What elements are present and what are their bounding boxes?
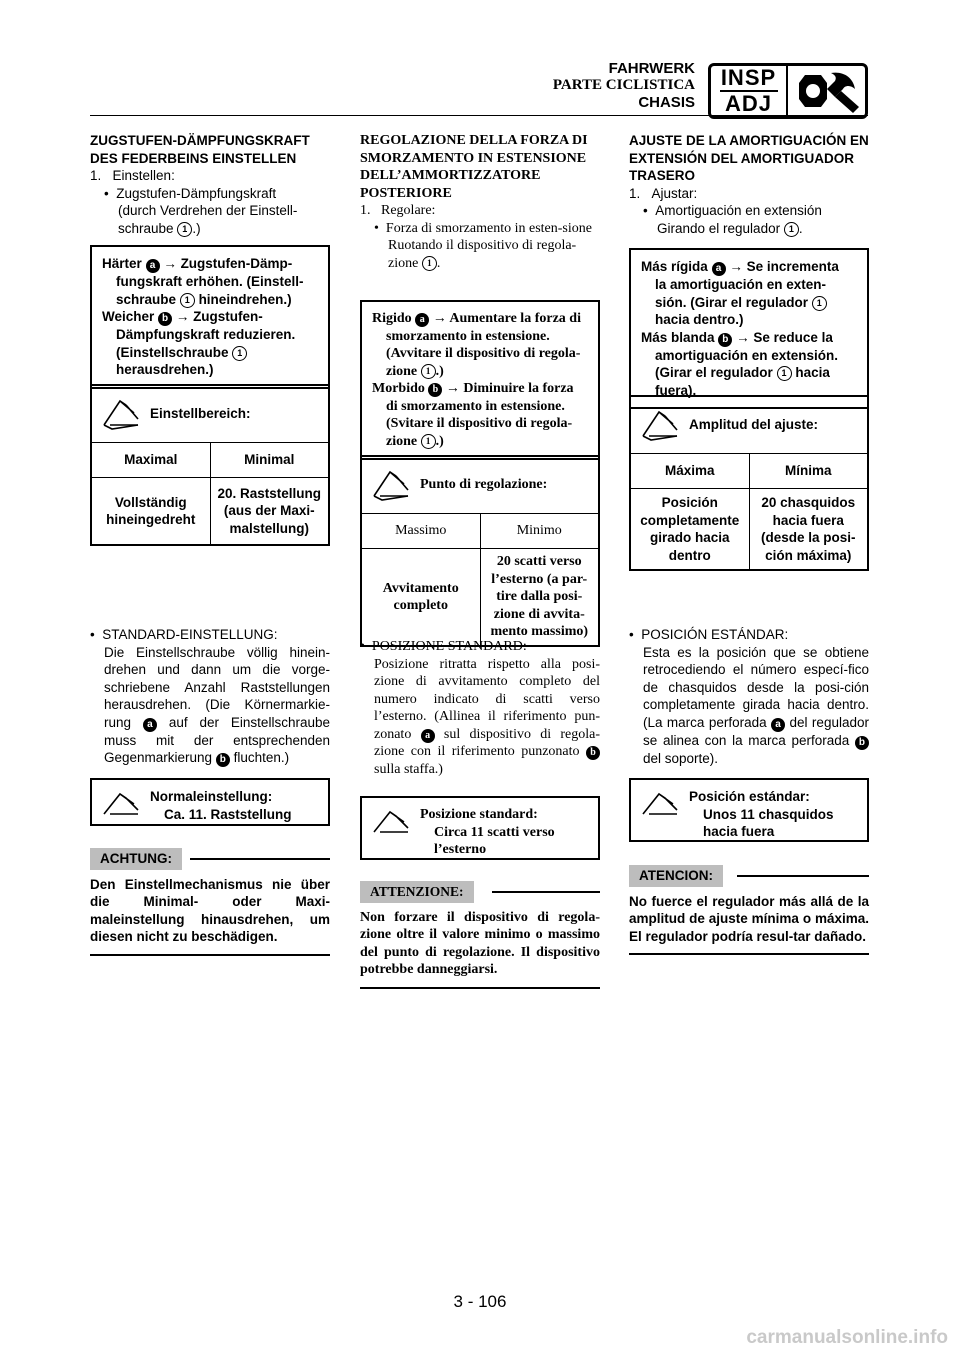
adjustment-range-table	[90, 384, 330, 546]
column-italian: REGOLAZIONE DELLA FORZA DI SMORZAMENTO IN ESTENSIONE DELL’AMMORTIZZATORE POSTERIORE 1. Regolare: • Forza di smorzamento in esten-sione Ruotando il dispositivo di regola-zione 1 . Rigido a → Aumentare la forza di smorzamento in estensione. (Avvitare il dispositivo di regola- zione 1 .) Morbido b → Diminuire la forza di smorzamento in estensione. (Svitare il dispositivo di regola- zione 1 .) Punto di regolazione: Massimo Minimo Avvitamento completo 20 scatti verso l’esterno (a par-tire dalla posi-zione di avvita-mento massimo) • POSIZIONE STANDARD: Posizione ritratta rispetto alla posi-zione di avvitamento completo del numero indicato di scatti verso l’esterno. (Allinea il riferimento pun-zonato a sul dispositivo di regola-zione con il riferimento punzonato b sulla staffa.) Posizione standard: Circa 11 scatti verso l’esterno ATTENZIONE: Non forzare il dispositivo di regola-zione oltre il valore minimo o massimo del punto di regolazione. Il dispositivo potrebbe danneggiarsi.	[360, 132, 600, 272]
caliper-icon	[362, 466, 420, 504]
marker-a-icon: a	[146, 259, 160, 273]
step-label: Ajustar:	[651, 185, 698, 201]
marker-a-icon: a	[421, 729, 435, 743]
table-title: Einstellbereich:	[150, 406, 251, 422]
caution-label: ACHTUNG:	[90, 848, 182, 870]
value-min: 20. Raststellung (aus der Maxi-malstellung)	[210, 478, 329, 544]
caution-block	[360, 881, 600, 989]
section-title-es: CHASIS	[638, 94, 695, 111]
damping-direction-box: Más rígida a → Se incrementa la amortiguación en exten- sión. (Girar el regulador 1 hacia dentro.) Más blanda b → Se reduce la amortiguación en extensión. (Girar el regulador 1 hacia fuera).	[629, 248, 869, 409]
adjustment-range-table	[360, 455, 600, 647]
value-max: Posición completamente girado hacia dentro	[640, 495, 740, 563]
badge-adj-label: ADJ	[724, 91, 772, 116]
marker-a-icon: a	[415, 313, 429, 327]
column-header-min: Minimal	[210, 443, 329, 477]
marker-1-icon: 1	[784, 222, 799, 237]
insp-adj-badge	[708, 63, 868, 119]
caution-label: ATENCION:	[629, 865, 723, 887]
wrench-icon	[788, 66, 865, 116]
column-spanish: AJUSTE DE LA AMORTIGUACIÓN EN EXTENSIÓN DEL AMORTIGUADOR TRASERO 1. Ajustar: • Amortiguación en extensión Girando el regulador 1 . Más rígida a → Se incrementa la amortiguación en exten- sión. (Girar el regulador 1 hacia dentro.) Más blanda b → Se reduce la amortiguación en extensión. (Girar el regulador 1 hacia fuera). Amplitud del ajuste: Máxima Mínima Posición completamente girado hacia dentro 20 chasquidos hacia fuera (desde la posi-ción máxima) • POSICIÓN ESTÁNDAR: Esta es la posición que se obtiene retrocediendo el número especí-fico de chasquidos desde la posi-ción completamente girada hacia dentro. (La marca perforada a del regulador se alinea con la marca perforada b del soporte). Posición estándar: Unos 11 chasquidos hacia fuera ATENCION: No fuerce el regulador más allá de la amplitud de ajuste mínima o máxima. El regulador podría resul-tar dañado.	[629, 132, 869, 237]
caliper-icon	[92, 780, 150, 824]
standard-setting-box: Posición estándar: Unos 11 chasquidos hacia fuera	[629, 778, 869, 842]
section-title-de: FAHRWERK	[608, 60, 695, 77]
marker-b-icon: b	[586, 746, 600, 760]
standard-setting-box: Normaleinstellung: Ca. 11. Raststellung	[90, 778, 330, 826]
section-title-it: PARTE CICLISTICA	[552, 77, 695, 93]
standard-setting: • POSIZIONE STANDARD: Posizione ritratta rispetto alla posi-zione di avvitamento completo del numero indicato di scatti verso l’esterno. (Allinea il riferimento pun-zonato a sul dispositivo di regola-zione con il riferimento punzonato b sulla staffa.)	[360, 639, 601, 777]
marker-1-icon: 1	[812, 296, 827, 311]
caliper-icon	[631, 406, 689, 444]
column-header-max: Massimo	[395, 523, 447, 539]
column-header-min: Mínima	[749, 454, 868, 488]
marker-b-icon: b	[855, 736, 869, 750]
marker-1-icon: 1	[422, 256, 437, 271]
table-title: Amplitud del ajuste:	[689, 417, 819, 433]
damping-direction-box: Rigido a → Aumentare la forza di smorzamento in estensione. (Avvitare il dispositivo di regola- zione 1 .) Morbido b → Diminuire la forza di smorzamento in estensione. (Svitare il dispositivo di regola- zione 1 .)	[360, 300, 600, 460]
marker-1-icon: 1	[232, 346, 247, 361]
marker-b-icon: b	[158, 312, 172, 326]
marker-a-icon: a	[712, 262, 726, 276]
adjustment-range-table	[629, 395, 869, 571]
caliper-icon	[92, 395, 150, 433]
section-header	[553, 60, 695, 111]
caution-block	[629, 865, 869, 955]
marker-1-icon: 1	[777, 366, 792, 381]
value-min: 20 scatti verso l’esterno (a par-tire dalla posi-zione di avvita-mento massimo)	[480, 549, 599, 645]
step-label: Einstellen:	[112, 168, 175, 183]
column-header-max: Maximal	[124, 452, 178, 468]
bullet-text: Zugstufen-Dämpfungskraft	[116, 185, 277, 201]
value-max: Vollständig hineingedreht	[106, 494, 196, 527]
page-number: 3 - 106	[453, 1292, 507, 1311]
damping-direction-box: Härter a → Zugstufen-Dämp- fungskraft erhöhen. (Einstell- schraube 1 hineindrehen.) Weicher b → Zugstufen- Dämpfungskraft reduzieren. (Einstellschraube 1 herausdrehen.)	[90, 245, 330, 389]
standard-setting: • POSICIÓN ESTÁNDAR: Esta es la posición que se obtiene retrocediendo el número especí-fico de chasquidos desde la posi-ción completamente girada hacia dentro. (La marca perforada a del regulador se alinea con la marca perforada b del soporte).	[629, 627, 869, 766]
marker-b-icon: b	[428, 383, 442, 397]
caution-block	[90, 848, 330, 956]
step-label: Regolare:	[381, 203, 436, 218]
table-title: Punto di regolazione:	[420, 477, 548, 493]
marker-a-icon: a	[143, 718, 157, 732]
marker-1-icon: 1	[421, 434, 436, 449]
caliper-icon	[631, 780, 689, 840]
bullet-text: Amortiguación en extensión	[655, 203, 822, 218]
caution-label: ATTENZIONE:	[360, 881, 474, 903]
standard-setting-box: Posizione standard: Circa 11 scatti verso l’esterno	[360, 796, 600, 860]
caution-text: Den Einstellmechanismus nie über die Minimal- oder Maxi-maleinstellung hinausdrehen, um diesen nicht zu beschädigen.	[90, 876, 330, 944]
value-max: Avvitamento completo	[382, 580, 459, 613]
marker-b-icon: b	[216, 753, 230, 767]
column-german: ZUGSTUFEN-DÄMPFUNGSKRAFT DES FEDERBEINS EINSTELLEN 1. Einstellen: • Zugstufen-Dämpfungskraft (durch Verdrehen der Einstell- schraube 1 .) Härter a → Zugstufen-Dämp- fungskraft erhöhen. (Einstell- schraube 1 hineindrehen.) Weicher b → Zugstufen- Dämpfungskraft reduzieren. (Einstellschraube 1 herausdrehen.) Einstellbereich: Maximal Minimal Vollständig hineingedreht 20. Raststellung (aus der Maxi-malstellung) • STANDARD-EINSTELLUNG: Die Einstellschraube völlig hinein-drehen und dann um die vorge-schriebene Anzahl Raststellungen herausdrehen. (Die Körnermarkie-rung a auf der Einstellschraube muss mit der entsprechenden Gegenmarkierung b fluchten.) Normaleinstellung: Ca. 11. Raststellung ACHTUNG: Den Einstellmechanismus nie über die Minimal- oder Maxi-maleinstellung hinausdrehen, um diesen nicht zu beschädigen.	[90, 132, 330, 237]
column-header-max: Máxima	[664, 463, 715, 479]
marker-b-icon: b	[718, 333, 732, 347]
caution-text: Non forzare il dispositivo di regola-zione oltre il valore minimo o massimo del punto di regolazione. Il dispositivo potrebbe danneggiarsi.	[360, 909, 600, 977]
value-min: 20 chasquidos hacia fuera (desde la posi-ción máxima)	[749, 489, 868, 569]
section-title: REGOLAZIONE DELLA FORZA DI SMORZAMENTO IN ESTENSIONE DELL’AMMORTIZZATORE POSTERIORE	[360, 133, 588, 201]
watermark: carmanualsonline.info	[746, 1327, 948, 1348]
column-header-min: Minimo	[480, 514, 599, 548]
marker-1-icon: 1	[421, 364, 436, 379]
marker-a-icon: a	[771, 718, 785, 732]
badge-insp-label: INSP	[720, 65, 777, 90]
caliper-icon	[362, 798, 420, 858]
bullet-text: Forza di smorzamento in esten-sione	[385, 220, 592, 236]
marker-1-icon: 1	[177, 222, 192, 237]
standard-setting: • STANDARD-EINSTELLUNG: Die Einstellschraube völlig hinein-drehen und dann um die vorge-schriebene Anzahl Raststellungen herausdrehen. (Die Körnermarkie-rung a auf der Einstellschraube muss mit der entsprechenden Gegenmarkierung b fluchten.)	[90, 627, 330, 765]
section-title: ZUGSTUFEN-DÄMPFUNGSKRAFT DES FEDERBEINS EINSTELLEN	[90, 133, 310, 166]
marker-1-icon: 1	[180, 293, 195, 308]
caution-text: No fuerce el regulador más allá de la amplitud de ajuste mínima o máxima. El regulador podría resul-tar dañado.	[629, 893, 869, 944]
section-title: AJUSTE DE LA AMORTIGUACIÓN EN EXTENSIÓN DEL AMORTIGUADOR TRASERO	[629, 133, 869, 183]
